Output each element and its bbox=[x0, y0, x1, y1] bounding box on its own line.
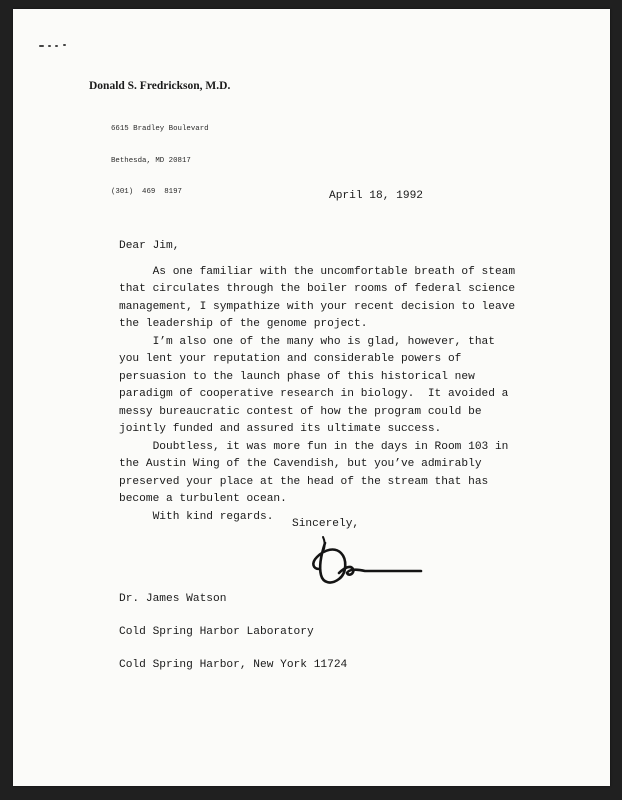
body-line: I’m also one of the many who is glad, however, that bbox=[119, 335, 495, 348]
body-line: With kind regards. bbox=[119, 510, 274, 523]
letterhead-address bbox=[111, 103, 209, 219]
letter-page bbox=[13, 9, 610, 786]
body-line: become a turbulent ocean. bbox=[119, 493, 287, 505]
letter-date: April 18, 1992 bbox=[329, 190, 423, 202]
body-line: the leadership of the genome project. bbox=[119, 318, 368, 330]
body-line: messy bureaucratic contest of how the program could be bbox=[119, 405, 482, 418]
salutation: Dear Jim, bbox=[119, 240, 180, 252]
closing: Sincerely, bbox=[292, 518, 360, 530]
body-line: preserved your place at the head of the stream that has bbox=[119, 475, 489, 488]
body-line: paradigm of cooperative research in biology. It avoided a bbox=[119, 388, 509, 400]
letterhead-name: Donald S. Fredrickson, M.D. bbox=[89, 80, 231, 92]
body-line: persuasion to the launch phase of this historical new bbox=[119, 370, 475, 383]
address-line: (301) 469 8197 bbox=[111, 188, 182, 196]
body-line: that circulates through the boiler rooms of federal science bbox=[119, 283, 516, 295]
letter-body bbox=[119, 238, 539, 526]
ink-smudge-mark bbox=[39, 45, 67, 48]
body-line: As one familiar with the uncomfortable breath of steam bbox=[119, 265, 516, 278]
address-line: 6615 Bradley Boulevard bbox=[111, 125, 209, 133]
recipient-line: Cold Spring Harbor, New York 11724 bbox=[119, 659, 348, 671]
body-line: management, I sympathize with your recent decision to leave bbox=[119, 300, 516, 313]
body-line: jointly funded and assured its ultimate success. bbox=[119, 423, 442, 435]
address-line: Bethesda, MD 20817 bbox=[111, 156, 191, 165]
recipient-line: Cold Spring Harbor Laboratory bbox=[119, 626, 314, 638]
recipient-line: Dr. James Watson bbox=[119, 593, 227, 605]
body-line: you lent your reputation and considerable powers of bbox=[119, 353, 462, 365]
body-line: Doubtless, it was more fun in the days in Room 103 in bbox=[119, 440, 509, 453]
body-line: the Austin Wing of the Cavendish, but you’ve admirably bbox=[119, 458, 482, 470]
recipient-address bbox=[119, 572, 347, 693]
